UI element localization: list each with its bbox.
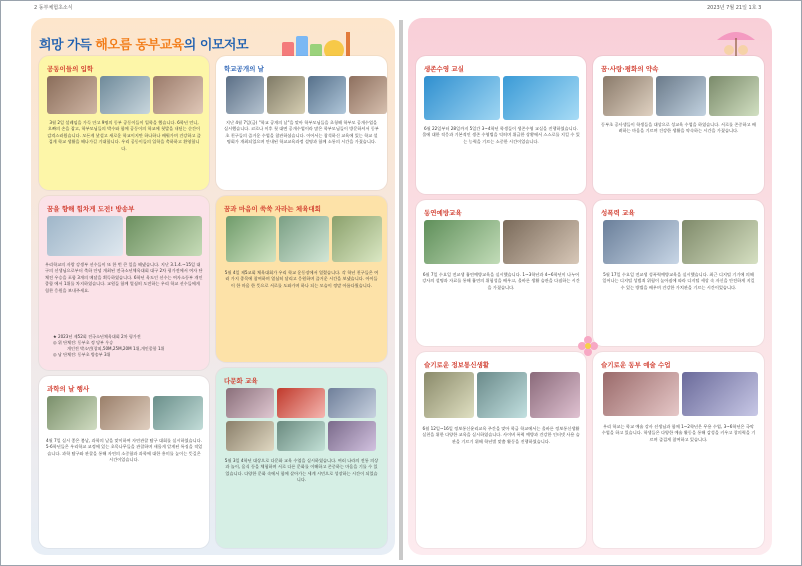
left-page-header-title: 동부체험초소식 <box>38 5 73 11</box>
banner-title-highlight: 해오름 동부교육 <box>95 38 184 53</box>
photo <box>308 76 346 114</box>
photo <box>477 372 527 418</box>
card-body-text: 5월 4일 제5교회 체육대회가 우리 학교 운동장에서 열렸습니다. 각 학년 친구들은 여러 가지 종목에 참여하며 열심히 달리고 응원하며 즐거운 시간을 보냈습니다. 아이들이 한 마음 한 뜻으로 서로를 도와가며 하나 되는 모습이 정말 아름다웠습니다. <box>224 270 379 288</box>
card-title: 꿈과 마음이 쑥쑥 자라는 체육대회 <box>224 205 321 213</box>
photo-row <box>47 216 202 256</box>
photo <box>267 76 305 114</box>
left-page-number: 2 <box>34 5 38 11</box>
photo-row <box>424 220 579 264</box>
card-title: 동연예방교육 <box>424 209 462 217</box>
result-item: ◎ 위 단체전: 동부초 정 당부 우승 <box>53 340 114 346</box>
card-body-text: 우리 학교는 학교 예술 강사 선생님과 함께 1~2학년은 무용 수업, 3~6학년은 국악 수업을 하고 있습니다. 학생들은 다양한 예술 활동을 통해 감성을 키우고 창의력을 기르며 즐겁게 참여하고 있습니다. <box>601 424 756 442</box>
card-title: 공동이들의 입학 <box>47 65 94 73</box>
photo-row <box>603 76 759 116</box>
photo <box>503 76 579 120</box>
photo <box>603 220 679 264</box>
photo <box>47 216 123 256</box>
photo <box>349 76 387 114</box>
child-icon <box>738 45 748 55</box>
right-page <box>408 18 772 555</box>
card-survival-swimming <box>416 56 586 194</box>
photo <box>226 388 274 418</box>
card-body-text: 지난 4월 7일(금) "학교 공개의 날"을 맞아 학부모님들을 초청해 학부모 공개수업을 실시했습니다. 코로나 이후 첫 대면 공개수업이라 많은 학부모님들이 방문하셔서 동부초 친구들의 즐거운 수업을 참관하셨습니다. 이어서는 참석하신 교육에 있는 학교 설명회가 개최되었으며 안내된 학교교육과정 설명과 함께 소통의 시간을 가졌습니다. <box>224 120 379 145</box>
card-prevention-education <box>416 200 586 346</box>
card-multicultural <box>216 368 387 548</box>
card-title: 다문화 교육 <box>224 377 258 385</box>
card-body-text: 6월 7일 수요일 전교생 흡연예방교육을 실시했습니다. 1~3학년과 4~6학년이 나누어 강사의 설명과 자료를 통해 흡연의 위험성을 배우고, 올바른 생활 습관을 다짐하는 시간을 가졌습니다. <box>422 272 580 290</box>
photo <box>47 76 97 114</box>
photo <box>424 220 500 264</box>
card-body-text: 우리학교의 자랑 강생부 선수들이 또 한 번 큰 일을 해냈습니다. 지난 3.1.4.~15일 대구의 선생님으로부터 축하 안녕 개최된 전국소년체육대회 대구 2차 평가전에서 여자 단체전 우승을 포함 3개의 메달을 획득하였습니다. 6학년 육도인 선수는 여자소등부 개인종합 에서 1위를 차지하였습니다. 교원들 함께 열심히 도전하는 우리 학교 선수들에게 힘찬 응원을 보내주세요. <box>45 262 203 293</box>
photo <box>530 372 580 418</box>
photo <box>603 76 653 116</box>
photo <box>100 76 150 114</box>
card-body-text: 동부초 공사생들이 학생들을 대상으로 성교육 수업을 하였습니다. 서로를 존중하고 배려하는 마음을 기르며 건강한 생활을 약속하는 시간을 가졌습니다. <box>601 122 756 134</box>
photo <box>47 396 97 430</box>
card-sports-day <box>216 196 387 362</box>
card-body-text: 5월 3일 4학년 대상으로 다문화 교육 수업을 실시하였습니다. 여러 나라의 전통 의상과 놀이, 음식 등을 체험하며 서로 다른 문화를 이해하고 존중하는 마음을 기를 수 있었습니다. 다양한 문화 속에서 함께 살아가는 세계 시민으로 성장하는 시간이 되었습니다. <box>224 458 379 483</box>
photo <box>226 76 264 114</box>
photo-row <box>603 372 758 416</box>
photo <box>126 216 202 256</box>
photo <box>277 388 325 418</box>
photo <box>277 421 325 451</box>
photo <box>153 76 203 114</box>
photo-row <box>424 372 580 418</box>
photo <box>709 76 759 116</box>
photo <box>226 216 276 262</box>
card-title: 슬기로운 정보통신생활 <box>424 361 490 369</box>
photo <box>603 372 679 416</box>
card-body-text: 6월 12일~16일 정보통신윤리교육 주간을 맞아 학급 학교에서는 올바른 정보통신생활 실천을 위한 다양한 교육을 실시하였습니다. 사이버 폭력 예방과 건강한 인터넷 사용 습관을 기르기 위해 학년별 맞춤 활동을 진행하였습니다. <box>422 426 580 444</box>
flower-icon <box>576 334 600 358</box>
photo <box>279 216 329 262</box>
photo-grid <box>226 388 382 451</box>
card-title: 꿈을 향해 힘차게 도전! 방송부 <box>47 205 135 213</box>
left-page <box>31 18 395 555</box>
left-page-header <box>34 4 73 11</box>
photo-grid <box>47 396 203 430</box>
card-title: 꿈·사랑·평화의 약속 <box>601 65 659 73</box>
photo <box>503 220 579 264</box>
photo-row <box>603 220 758 264</box>
card-body-text: 6월 22일부터 28일까지 5일간 3~4학년 학생들이 생존수영 교실을 진행하였습니다. 물에 대한 적응과 기본적인 생존 수영법을 익히며 위급한 상황에서 스스로를 지킬 수 있는 능력을 기르는 소중한 시간이었습니다. <box>422 126 580 144</box>
result-item: ◎ 남 단체전: 동부초 방송부 3위 <box>53 352 111 358</box>
photo <box>682 220 758 264</box>
photo <box>226 421 274 451</box>
card-sports-team <box>39 196 209 370</box>
child-icon <box>724 45 734 55</box>
photo-row <box>226 76 387 114</box>
page-spine <box>399 20 403 560</box>
card-title: 슬기로운 동부 예술 수업 <box>601 361 671 369</box>
card-title: 과학의 날 행사 <box>47 385 90 393</box>
card-art-class <box>593 352 764 548</box>
card-science-day <box>39 376 209 548</box>
card-body-text: 3월 2일 설레임을 가득 안고 9명의 동부 공동이들이 입학을 했습니다. 6학년 언니, 오빠의 손을 잡고, 학부모님들의 박수와 함께 공동이의 학교에 첫발을 내딛는 순간이 감격스러웠습니다. 모든게 낯설고 새로운 학교이지만 하나하나 배워가며 건강하고 즐겁게 학교 생활을 해나가길 기대합니다. 우리 공동이들의 입학을 축하하고 환영합니다. <box>47 120 201 151</box>
result-item: ★ 2023년 제52회 전국소년체육대회 2차 평가전 <box>53 334 141 339</box>
right-page-number: 3 <box>758 5 762 11</box>
card-parents-day <box>216 56 387 190</box>
banner-title-prefix: 희망 가득 <box>39 38 96 53</box>
photo <box>424 76 500 120</box>
card-body-text: 4월 7일 실시 좋은 봄날, 과학의 날을 맞이하여 자연관찰 탐구 대회를 실시하였습니다. 5-6학년들은 우리학교 교정에 있는 초목나무들을 관찰하며 새롭게 알게된 특징을 적었습니다. 과학 탐구와 관찰을 통해 자연의 소중함과 과학에 대한 흥미를 높이는 뜻깊은 시간이었습니다. <box>45 438 203 463</box>
card-info-communication <box>416 352 586 548</box>
photo-row <box>226 216 382 262</box>
card-body-text: 5월 17일 수요일 전교생 성폭력예방교육을 실시했습니다. 최근 디지털 기기에 의해 일어나는 디지털 성범죄 위험이 높아짐에 따라 디지털 세상 속 자신을 안전하게 지킬 수 있는 방법을 배우며 건강한 가치관을 기르는 시간이었습니다. <box>602 272 755 290</box>
right-page-header <box>707 4 761 11</box>
photo <box>328 388 376 418</box>
result-list <box>53 334 205 368</box>
card-title: 성폭력 교육 <box>601 209 635 217</box>
photo <box>328 421 376 451</box>
photo <box>153 396 203 430</box>
banner-title-suffix: 의 이모저모 <box>183 38 249 53</box>
photo-row <box>47 76 203 114</box>
card-promise <box>593 56 764 194</box>
photo <box>656 76 706 116</box>
photo-row <box>424 76 579 120</box>
photo <box>332 216 382 262</box>
result-item: 개인전 박소민(창외,50M,25M,20M 1위,개인종합 1위 <box>67 346 165 352</box>
card-kindergarten-entrance <box>39 56 209 190</box>
card-title: 학교공개의 날 <box>224 65 264 73</box>
photo <box>424 372 474 418</box>
card-sexual-violence-prevention <box>593 200 764 346</box>
photo <box>682 372 758 416</box>
right-page-date: 2023년 7월 21일 1호 <box>707 5 757 11</box>
banner-title <box>39 34 248 53</box>
card-title: 생존수영 교실 <box>424 65 464 73</box>
photo <box>100 396 150 430</box>
